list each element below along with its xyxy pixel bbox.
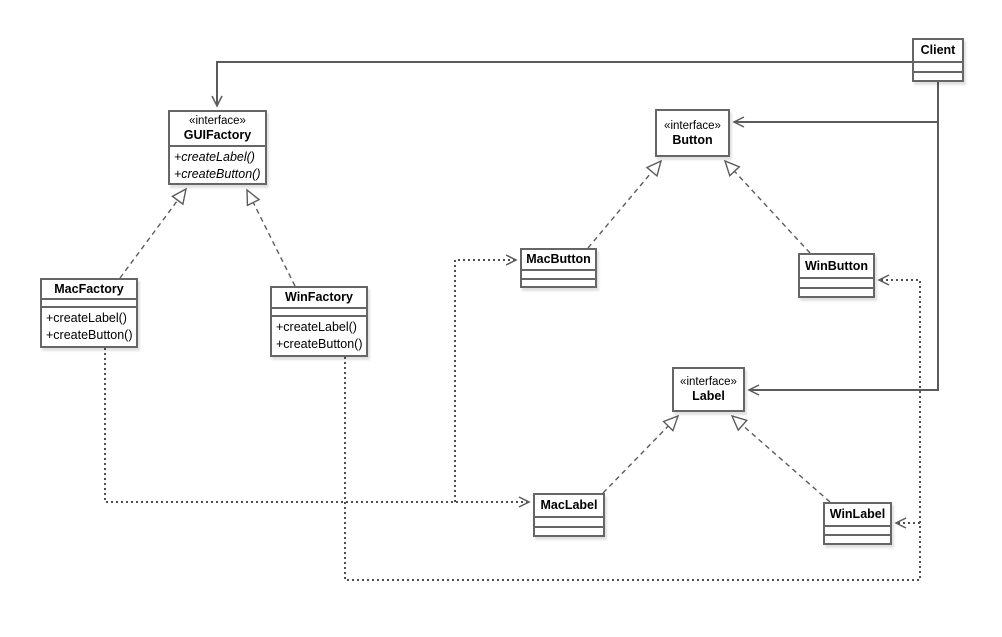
- class-button-interface[interactable]: [655, 109, 730, 157]
- class-client-name: Client: [920, 43, 956, 57]
- edge-macfactory-to-macbutton[interactable]: [455, 260, 516, 502]
- class-winfactory-name: WinFactory: [285, 290, 353, 304]
- method-create-button: +createButton(): [276, 337, 363, 351]
- class-client-fields-compartment: [914, 61, 962, 71]
- class-maclabel-methods-compartment: [535, 526, 603, 535]
- class-macfactory-name: MacFactory: [54, 281, 124, 296]
- edge-winfactory-realizes-guifactory[interactable]: [247, 190, 295, 286]
- class-guifactory-methods: [170, 145, 265, 183]
- class-macbutton-methods-compartment: [522, 278, 595, 286]
- method-create-label: +createLabel(): [276, 320, 357, 334]
- class-label-interface[interactable]: [672, 367, 745, 412]
- class-client-methods-compartment: [914, 71, 962, 80]
- class-guifactory-stereotype: «interface»: [189, 115, 246, 127]
- class-winfactory-fields-compartment: [272, 307, 366, 315]
- edge-winbutton-realizes-button[interactable]: [725, 161, 810, 253]
- class-macbutton-fields-compartment: [522, 269, 595, 278]
- class-client[interactable]: [912, 38, 964, 82]
- class-macbutton[interactable]: [520, 248, 597, 288]
- class-maclabel-name: MacLabel: [540, 498, 598, 512]
- class-winbutton-methods-compartment: [800, 287, 873, 296]
- class-winfactory[interactable]: [270, 286, 368, 357]
- class-label-stereotype: «interface»: [680, 376, 737, 388]
- class-winfactory-methods: [272, 315, 366, 355]
- class-maclabel-fields-compartment: [535, 516, 603, 526]
- class-macbutton-name: MacButton: [526, 252, 591, 266]
- class-winbutton[interactable]: [798, 253, 875, 298]
- edge-macbutton-realizes-button[interactable]: [588, 161, 661, 248]
- class-winlabel-methods-compartment: [825, 534, 890, 543]
- class-button-stereotype: «interface»: [664, 119, 721, 132]
- method-create-button: +createButton(): [46, 328, 133, 342]
- method-create-label: +createLabel(): [174, 150, 255, 164]
- class-maclabel[interactable]: [533, 493, 605, 537]
- class-guifactory[interactable]: [168, 110, 267, 185]
- class-guifactory-name: GUIFactory: [183, 128, 252, 142]
- edge-maclabel-realizes-label[interactable]: [603, 416, 678, 493]
- class-winlabel-name: WinLabel: [829, 507, 886, 521]
- class-macfactory[interactable]: [40, 278, 138, 348]
- edge-winlabel-realizes-label[interactable]: [732, 416, 830, 502]
- edge-client-to-label[interactable]: [749, 82, 938, 390]
- class-macfactory-methods: [42, 306, 136, 346]
- class-macfactory-fields-compartment: [42, 298, 136, 306]
- method-create-button: +createButton(): [174, 167, 261, 181]
- class-button-name: Button: [672, 132, 713, 147]
- method-create-label: +createLabel(): [46, 311, 127, 325]
- class-label-name: Label: [692, 389, 725, 403]
- edge-macfactory-realizes-guifactory[interactable]: [120, 189, 186, 278]
- edge-macfactory-to-maclabel[interactable]: [105, 348, 529, 502]
- edge-client-to-guifactory[interactable]: [217, 62, 912, 106]
- class-winbutton-fields-compartment: [800, 277, 873, 287]
- class-winlabel[interactable]: [823, 502, 892, 545]
- class-winlabel-fields-compartment: [825, 525, 890, 534]
- class-winbutton-name: WinButton: [804, 258, 869, 273]
